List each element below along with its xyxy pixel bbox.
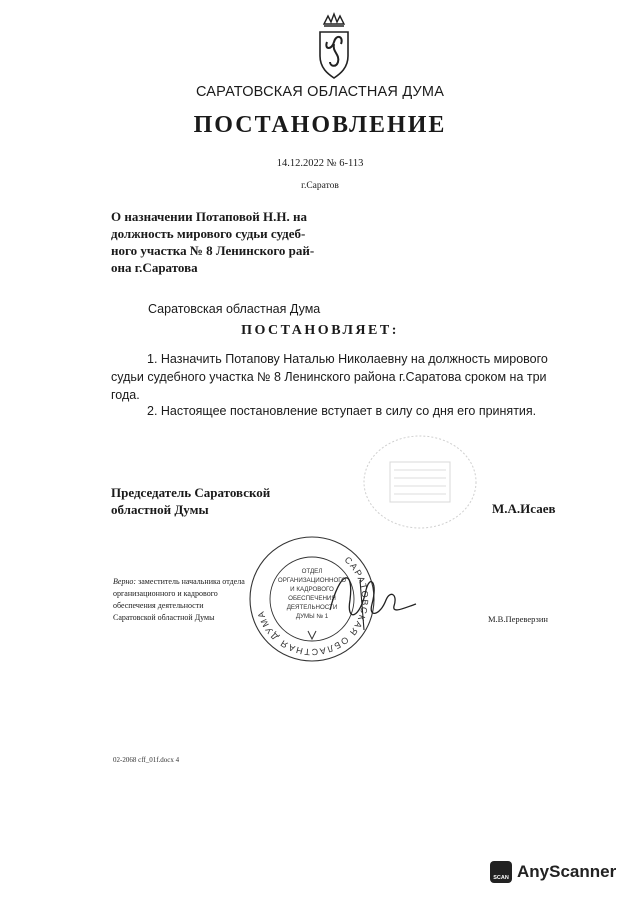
- faint-stamp-icon: [360, 432, 480, 532]
- seal-center-line: ОБЕСПЕЧЕНИЯ: [288, 595, 336, 602]
- document-date-number: 14.12.2022 № 6-113: [276, 158, 364, 169]
- subject-line: должность мирового судьи судеб-: [111, 226, 306, 241]
- subject-line: О назначении Потаповой Н.Н. на: [111, 209, 307, 224]
- signatory-name: М.А.Исаев: [492, 501, 556, 516]
- seal-center-line: ОРГАНИЗАЦИОННОГО: [277, 577, 347, 584]
- seal-center-line: ДУМЫ № 1: [295, 613, 329, 620]
- document-type: ПОСТАНОВЛЕНИЕ: [193, 112, 447, 138]
- paragraph-2: 2. Настоящее постановление вступает в силу со дня его принятия.: [147, 404, 537, 418]
- verification-block: [113, 576, 263, 624]
- subject-line: она г.Саратова: [111, 260, 198, 275]
- verifier-name: М.В.Переверзин: [488, 614, 548, 624]
- subject-line: ного участка № 8 Ленинского рай-: [111, 243, 315, 258]
- verification-line-3: обеспечения деятельности: [113, 601, 204, 610]
- document-reference: 02-2068 cff_01f.docx 4: [113, 756, 180, 764]
- anyscanner-watermark: [490, 860, 616, 884]
- handwritten-signature: [320, 560, 420, 640]
- document-subject: [111, 208, 356, 276]
- signatory-title-line: областной Думы: [111, 502, 209, 517]
- signatory-title-line: Председатель Саратовской: [111, 485, 271, 500]
- saratov-coat-of-arms-icon: [314, 12, 354, 82]
- seal-center-line: И КАДРОВОГО: [290, 586, 334, 593]
- seal-center-line: ДЕЯТЕЛЬНОСТИ: [286, 604, 338, 611]
- document-city: г.Саратов: [301, 181, 339, 191]
- seal-center-line: ОТДЕЛ: [301, 568, 323, 575]
- signatory-title: [111, 484, 270, 518]
- seal-ring-text: САРАТОВСКАЯ ОБЛАСТНАЯ ДУМА: [255, 554, 371, 658]
- verification-line-1: [113, 576, 263, 588]
- anyscanner-logo-icon: SCAN: [490, 861, 512, 883]
- resolves-heading: ПОСТАНОВЛЯЕТ:: [241, 323, 399, 338]
- verification-line-1-rest: заместитель начальника отдела: [136, 577, 245, 586]
- verification-line-2: организационного и кадрового: [113, 589, 218, 598]
- verification-lead: Верно:: [113, 577, 137, 586]
- paragraph-1: 1. Назначить Потапову Наталью Николаевну на должность мирового судьи судебного участка № 8 Ленинского района г.Саратова сроком на три года.: [111, 352, 548, 402]
- issuer: Саратовская областная Дума: [148, 302, 321, 316]
- organization-name: САРАТОВСКАЯ ОБЛАСТНАЯ ДУМА: [195, 84, 445, 100]
- brand-name: AnyScanner: [517, 862, 617, 881]
- verification-line-4: Саратовской областной Думы: [113, 613, 215, 622]
